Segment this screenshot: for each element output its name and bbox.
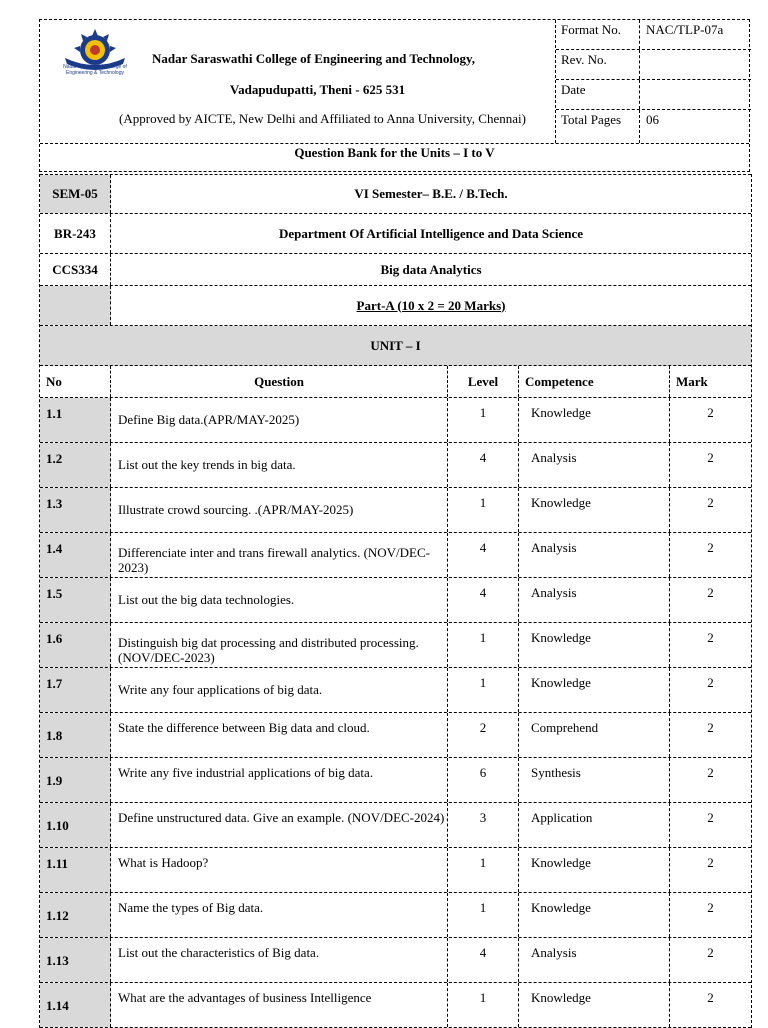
question-number: 1.2 xyxy=(40,443,111,487)
format-key: Date xyxy=(556,80,640,109)
part-row xyxy=(40,286,751,326)
question-mark: 2 xyxy=(707,945,714,960)
question-level: 1 xyxy=(448,893,519,937)
question-level: 1 xyxy=(448,848,519,892)
meta-code: CCS334 xyxy=(40,254,111,285)
format-row xyxy=(556,50,751,80)
question-competence: Application xyxy=(519,803,670,847)
col-no-header: No xyxy=(40,366,111,397)
question-text: Differenciate inter and trans firewall analytics. (NOV/DEC-2023) xyxy=(111,533,448,577)
meta-text: Big data Analytics xyxy=(380,261,482,277)
question-competence: Analysis xyxy=(519,938,670,982)
question-competence: Knowledge xyxy=(519,893,670,937)
question-mark: 2 xyxy=(707,450,714,465)
question-number: 1.7 xyxy=(40,668,111,712)
question-number: 1.4 xyxy=(40,533,111,577)
table-row xyxy=(40,758,751,803)
college-approval: (Approved by AICTE, New Delhi and Affiliated to Anna University, Chennai) xyxy=(119,111,526,126)
question-bank-title: Question Bank for the Units – I to V xyxy=(40,143,749,172)
table-row xyxy=(40,398,751,443)
question-competence: Knowledge xyxy=(519,623,670,667)
question-level: 1 xyxy=(448,488,519,532)
question-text: List out the characteristics of Big data. xyxy=(111,938,448,982)
question-text: State the difference between Big data and cloud. xyxy=(111,713,448,757)
question-mark: 2 xyxy=(707,630,714,645)
question-level: 2 xyxy=(448,713,519,757)
format-value xyxy=(640,80,751,109)
meta-row xyxy=(40,174,751,214)
question-text: List out the big data technologies. xyxy=(111,578,448,622)
format-key: Format No. xyxy=(556,20,640,49)
question-bank-page xyxy=(39,19,750,1013)
format-row xyxy=(556,80,751,110)
question-text: Illustrate crowd sourcing. .(APR/MAY-2025) xyxy=(111,488,448,532)
question-competence: Analysis xyxy=(519,533,670,577)
question-table xyxy=(39,174,752,1028)
question-competence: Synthesis xyxy=(519,758,670,802)
col-level-header: Level xyxy=(448,366,519,397)
logo-caption: Nadar Saraswathi College of Engineering & Technology xyxy=(63,64,127,76)
question-level: 4 xyxy=(448,533,519,577)
unit-title: UNIT – I xyxy=(40,326,751,366)
table-row xyxy=(40,938,751,983)
question-text: Define unstructured data. Give an example. (NOV/DEC-2024) xyxy=(111,803,448,847)
col-competence-header: Competence xyxy=(519,366,670,397)
format-value: 06 xyxy=(646,112,659,127)
table-row xyxy=(40,623,751,668)
question-mark: 2 xyxy=(707,765,714,780)
table-row xyxy=(40,443,751,488)
question-text: What is Hadoop? xyxy=(111,848,448,892)
question-text: Write any four applications of big data. xyxy=(111,668,448,712)
format-key: Total Pages xyxy=(556,110,640,143)
question-level: 1 xyxy=(448,623,519,667)
question-number: 1.11 xyxy=(40,848,111,892)
table-header xyxy=(40,366,751,398)
question-number: 1.13 xyxy=(40,938,111,982)
format-row xyxy=(556,110,751,143)
question-mark: 2 xyxy=(707,540,714,555)
meta-row xyxy=(40,214,751,254)
table-row xyxy=(40,713,751,758)
table-row xyxy=(40,488,751,533)
col-question-header: Question xyxy=(111,366,448,397)
format-row xyxy=(556,20,751,50)
part-row-blank xyxy=(40,286,111,325)
question-level: 1 xyxy=(448,668,519,712)
meta-text: VI Semester– B.E. / B.Tech. xyxy=(354,186,508,201)
question-level: 4 xyxy=(448,938,519,982)
college-info xyxy=(40,20,555,143)
col-mark-header: Mark xyxy=(676,373,708,389)
question-number: 1.5 xyxy=(40,578,111,622)
question-text: Define Big data.(APR/MAY-2025) xyxy=(111,398,448,442)
format-value xyxy=(640,50,751,79)
question-number: 1.8 xyxy=(40,713,111,757)
question-competence: Analysis xyxy=(519,443,670,487)
question-competence: Comprehend xyxy=(519,713,670,757)
question-mark: 2 xyxy=(707,720,714,735)
table-row xyxy=(40,668,751,713)
question-number: 1.3 xyxy=(40,488,111,532)
question-text: List out the key trends in big data. xyxy=(111,443,448,487)
question-level: 1 xyxy=(448,983,519,1027)
question-mark: 2 xyxy=(707,855,714,870)
document-header xyxy=(39,19,750,172)
college-address: Vadapudupatti, Theni - 625 531 xyxy=(229,82,406,97)
question-competence: Knowledge xyxy=(519,668,670,712)
college-logo-icon xyxy=(57,28,133,86)
question-text: Distinguish big dat processing and distributed processing. (NOV/DEC-2023) xyxy=(111,623,448,667)
table-row xyxy=(40,983,751,1028)
question-text: Name the types of Big data. xyxy=(111,893,448,937)
question-competence: Knowledge xyxy=(519,488,670,532)
question-mark: 2 xyxy=(707,675,714,690)
part-title: Part-A (10 x 2 = 20 Marks) xyxy=(356,297,506,313)
question-mark: 2 xyxy=(707,990,714,1005)
question-number: 1.10 xyxy=(40,803,111,847)
meta-code: BR-243 xyxy=(40,214,111,253)
question-competence: Analysis xyxy=(519,578,670,622)
meta-row xyxy=(40,254,751,286)
question-number: 1.6 xyxy=(40,623,111,667)
question-number: 1.12 xyxy=(40,893,111,937)
meta-text: Department Of Artificial Intelligence and Data Science xyxy=(279,225,583,241)
table-row xyxy=(40,578,751,623)
question-level: 3 xyxy=(448,803,519,847)
table-row xyxy=(40,893,751,938)
format-value: NAC/TLP-07a xyxy=(646,22,724,37)
question-mark: 2 xyxy=(707,900,714,915)
question-mark: 2 xyxy=(707,585,714,600)
question-level: 6 xyxy=(448,758,519,802)
question-mark: 2 xyxy=(707,495,714,510)
question-number: 1.9 xyxy=(40,758,111,802)
table-row xyxy=(40,803,751,848)
question-competence: Knowledge xyxy=(519,398,670,442)
question-number: 1.1 xyxy=(40,398,111,442)
question-mark: 2 xyxy=(707,810,714,825)
table-row xyxy=(40,848,751,893)
question-mark: 2 xyxy=(707,405,714,420)
table-row xyxy=(40,533,751,578)
college-name: Nadar Saraswathi College of Engineering and Technology, xyxy=(152,51,475,66)
question-number: 1.14 xyxy=(40,983,111,1027)
meta-code: SEM-05 xyxy=(40,175,111,213)
question-competence: Knowledge xyxy=(519,983,670,1027)
question-level: 4 xyxy=(448,443,519,487)
question-text: Write any five industrial applications of big data. xyxy=(111,758,448,802)
question-level: 4 xyxy=(448,578,519,622)
format-key: Rev. No. xyxy=(556,50,640,79)
question-competence: Knowledge xyxy=(519,848,670,892)
format-info-grid xyxy=(555,20,751,143)
question-level: 1 xyxy=(448,398,519,442)
question-text: What are the advantages of business Intelligence xyxy=(111,983,448,1027)
